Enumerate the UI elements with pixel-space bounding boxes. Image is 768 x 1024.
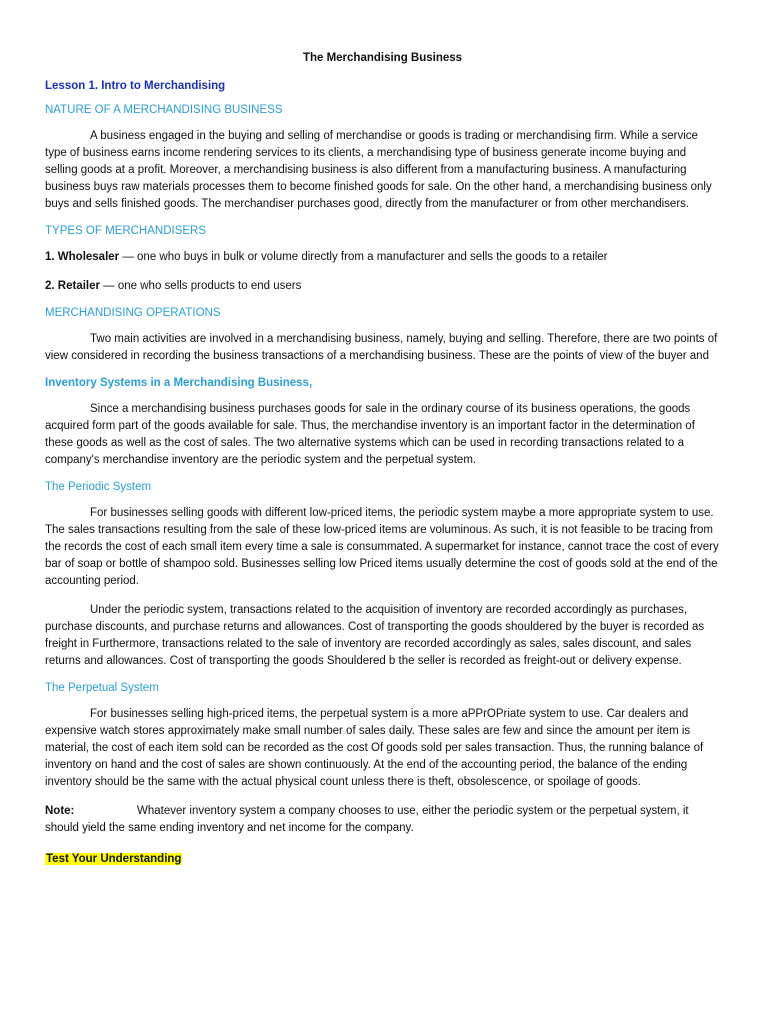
note-label: Note:	[45, 805, 75, 817]
heading-perpetual-system: The Perpetual System	[45, 682, 159, 694]
paragraph-perpetual: For businesses selling high-priced items, the perpetual system is a more aPPrOPriate system to use. Car dealers and expensive watch stores approximately make small number of sales daily. These sales are few and since the amount per item is material, the cost of each item sold can be recorded as the cost Of goods sold per sales transaction. Thus, the running balance of inventory on hand and the cost of sales are shown continuously. At the end of the accounting period, the balance of the ending inventory should be the same with the actual physical count unless there is theft, obsolescence, or spoilage of goods.	[45, 708, 704, 788]
list-item-wholesaler	[45, 249, 720, 266]
test-your-understanding-heading: Test Your Understanding	[46, 853, 182, 865]
paragraph-nature: A business engaged in the buying and selling of merchandise or goods is trading or merchandising firm. While a service type of business earns income rendering services to its clients, a merchandising type of business generate income buying and selling goods at a profit. Moreover, a merchandising business is also different from a manufacturing business. A manufacturing business buys raw materials processes them to become finished goods for sale. On the other hand, a merchandising business only buys and sells finished goods. The merchandiser purchases good, directly from the manufacturer or from other merchandisers.	[45, 130, 712, 210]
document-title: The Merchandising Business	[302, 52, 463, 64]
list-item-label: 1. Wholesaler	[45, 251, 120, 263]
paragraph-operations: Two main activities are involved in a merchandising business, namely, buying and selling. Therefore, there are two points of view considered in recording the business transactions of a merchandising business. These are the points of view of the buyer and	[45, 333, 718, 362]
list-item-text: — one who buys in bulk or volume directly from a manufacturer and sells the goods to a retailer	[119, 251, 608, 263]
list-item-text: — one who sells products to end users	[99, 280, 302, 292]
heading-nature: NATURE OF A MERCHANDISING BUSINESS	[45, 104, 283, 116]
lesson-heading: Lesson 1. Intro to Merchandising	[45, 80, 226, 92]
heading-operations: MERCHANDISING OPERATIONS	[45, 307, 221, 319]
list-item-retailer	[45, 278, 720, 295]
heading-periodic-system: The Periodic System	[45, 481, 152, 493]
list-item-label: 2. Retailer	[45, 280, 100, 292]
note-text: Whatever inventory system a company chooses to use, either the periodic system or the perpetual system, it should yield the same ending inventory and net income for the company.	[45, 805, 689, 834]
paragraph-periodic-2: Under the periodic system, transactions related to the acquisition of inventory are recorded accordingly as purchases, purchase discounts, and purchase returns and allowances. Cost of transporting the goods shouldered by the buyer is recorded as freight in Furthermore, transactions related to the sale of inventory are recorded accordingly as sales, sales discount, and sales returns and allowances. Cost of transporting the goods Shouldered b the seller is recorded as freight-out or delivery expense.	[45, 604, 705, 667]
note-block	[45, 803, 720, 837]
heading-inventory-systems: Inventory Systems in a Merchandising Business,	[45, 377, 313, 389]
paragraph-periodic-1: For businesses selling goods with different low-priced items, the periodic system maybe a more appropriate system to use. The sales transactions resulting from the sale of these low-priced items are voluminous. As such, it is not feasible to be tracing from the records the cost of each small item every time a sale is consummated. A supermarket for instance, cannot trace the cost of every bar of soap or bottle of shampoo sold. Businesses selling low Priced items usually determine the cost of goods sold at the end of the accounting period.	[45, 507, 719, 587]
paragraph-inventory-systems: Since a merchandising business purchases goods for sale in the ordinary course of its business operations, the goods acquired form part of the goods available for sale. Thus, the merchandise inventory is an important factor in the determination of these goods as well as the cost of sales. The two alternative systems which can be used in recording transactions related to a company's merchandise inventory are the periodic system and the perpetual system.	[45, 403, 695, 466]
heading-types: TYPES OF MERCHANDISERS	[45, 225, 207, 237]
